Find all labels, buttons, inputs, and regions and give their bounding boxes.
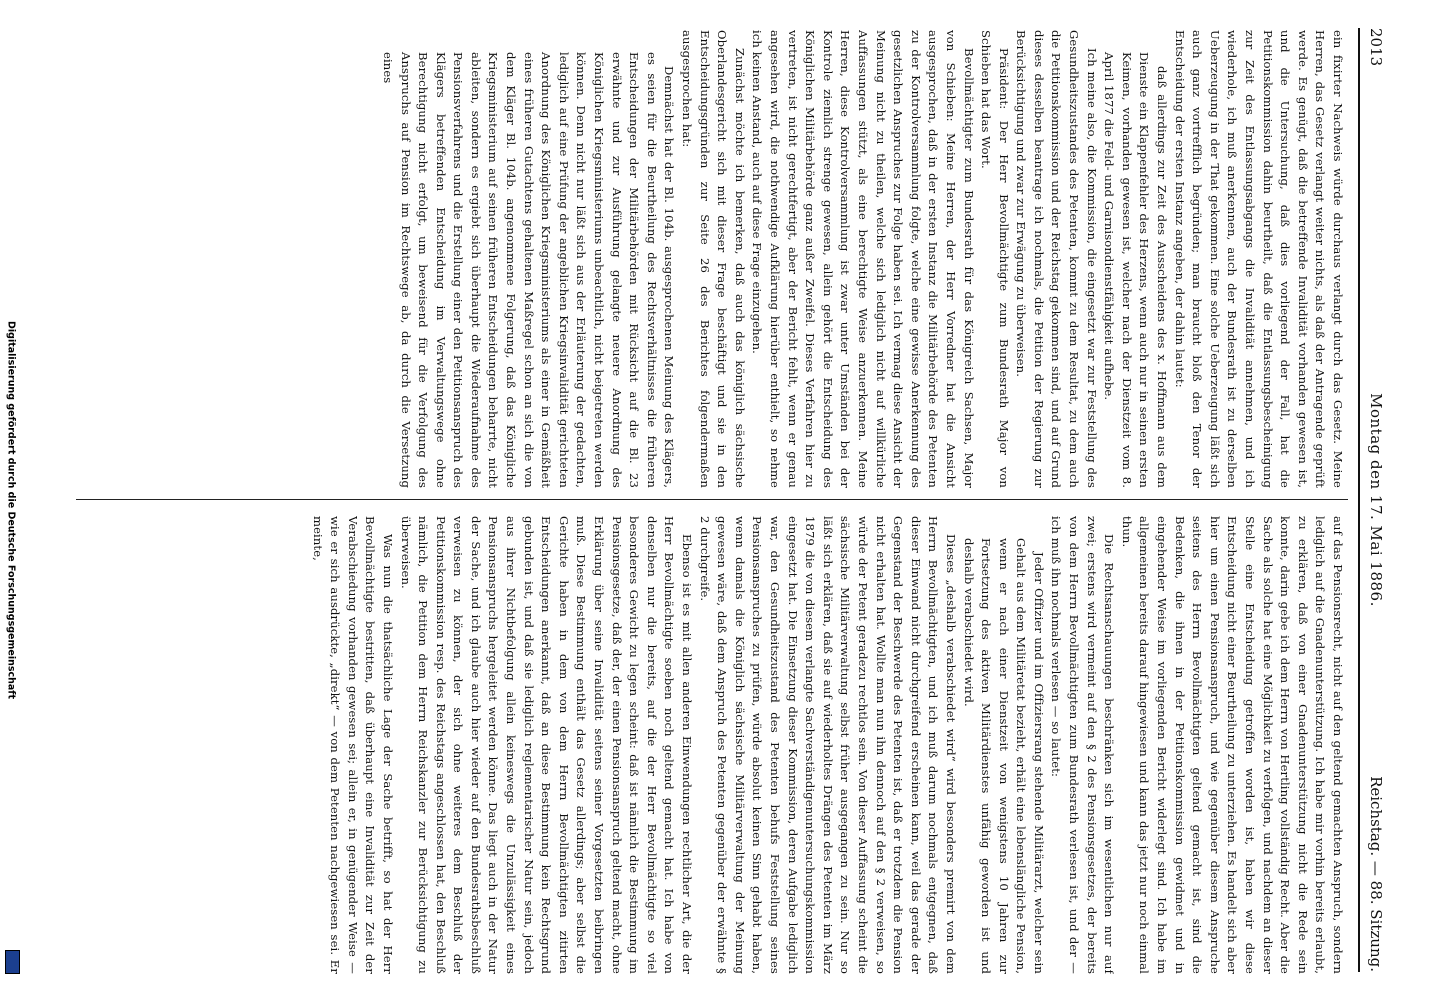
paragraph: ein fixirter Nachweis würde durchaus verlangt durch das Gesetz. Meine Herren, das Gesetz verlangt weiter nichts, als daß der Antragende geprüft werde. Es genügt, daß die betreffende Invalidität vorhanden gewesen ist, und die Untersuchung, daß dies vorliegend der Fall, hat die Petitionskommission dahin beurtheilt, daß die Entlassungsbescheinigung zur Zeit des Entlassungsabgangs die Invalidität annehmen, und ich wiederhole, ich muß anerkennen, auch der Bundesrath ist zu derselben Ueberzeugung in der That gekommen. Eine solche Ueberzeugung läßt sich auch ganz vortrefflich begründen; man braucht bloß den Tenor der Entscheidung der ersten Instanz angeben, der dahin lautet: [1172,30,1345,488]
paragraph: Die Rechtsanschauungen beschränken sich im wesentlichen nur auf zwei; erstens wird vermeint auf den § 2 des Pensionsgesetzes, der bereits von dem Herrn Bevollmächtigten zum Bundesrath verlesen ist, und der — ich muß ihn nochmals verlesen — so lautet: [1049,516,1117,974]
page-header [1364,28,1388,972]
paragraph: Dieses „deshalb verabschiedet wird“ wird besonders premirt von dem Herrn Bevollmächtigten, und ich muß darum nochmals entgegnen, daß dieser Einwand nicht durchgreifend erscheinen kann, weil das gerade der Gegenstand der Beschwerde des Petenten ist, daß er trotzdem die Pension nicht erhalten hat. Wollte man nun ihn dennoch auf den § 2 verweisen, so würde der Petent geradezu rechtlos sein. Von dieser Auffassung scheint die sächsische Militärverwaltung selbst früher ausgegangen zu sein. Nur so läßt sich erklären, daß sie auf wiederholtes Drängen des Petenten im März 1879 die von diesem verlangte Sachverständigenuntersuchungskommission eingesetzt hat. Die Einsetzung dieser Kommission, deren Aufgabe lediglich war, den Gesundheitszustand des Petenten behufs Feststellung seines Pensionsanspruches zu prüfen, würde absolut keinen Sinn gehabt haben, wenn damals die Königlich sächsische Militärverwaltung der Meinung gewesen wäre, daß dem Anspruch des Petenten gegenüber der erwähnte § 2 durchgreife. [697,516,958,974]
text-column-right [76,516,1346,974]
header-rule [1358,28,1360,972]
quoted-paragraph: daß allerdings zur Zeit des Ausscheidens des x. Hoffmann aus dem Dienste ein Klappenfehler des Herzens, wenn auch nur in seinen ersten Keimen, vorhanden gewesen ist, welcher nach der Dienstzeit vom 8. April 1877 die Feld- und Garnisondienstfähigkeit aufhebe. [1102,52,1170,488]
funding-credit [2,20,20,980]
quoted-paragraph: Jeder Offizier und im Offiziersrang stehende Militärarzt, welcher sein Gehalt aus dem Militäretat bezieht, erhält eine lebenslängliche Pension, wenn er nach einer Dienstzeit von wenigstens 10 Jahren zur Fortsetzung des aktiven Militärdienstes unfähig geworden ist und deshalb verabschiedet wird. [961,538,1046,974]
quoted-paragraph: Demnächst hat der Bl. 104b. ausgesprochenen Meinung des Klägers, es seien für die Beurtheilung des Rechtsverhältnisses die früheren Entscheidungen der Militärbehörden mit Rücksicht auf die Bl. 23 erwähnte und zur Ausführung gelangte neuere Anordnung des Königlichen Kriegsministeriums unbeachtlich, nicht beigetreten werden können. Denn nicht nur läßt sich aus der Erläuterung der gedachten, lediglich auf eine Prüfung der angeblichen Kriegsinvalidität gerichteten Anordnung des Königlichen Kriegsministeriums als einer in Gemäßheit eines früheren Gutachtens gehaltenen Maßregel schon an sich die von dem Kläger Bl. 104b. angenommene Folgerung, daß das Königliche Kriegsministerium auf seinen früheren Entscheidungen beharrte, nicht ableiten, sondern es ergiebt sich überhaupt die Wiederaufnahme des Pensionsverfahrens und die Erstellung einer den Petitionsanspruch des Klägers betreffenden Entscheidung im Verwaltungswege ohne Berechtigung nicht erfolgt, um beweisend für die Verfolgung des Anspruchs auf Pension im Rechtswege ab, da durch die Versetzung eines [380,52,677,488]
paragraph: Bevollmächtigter zum Bundesrath für das Königreich Sachsen, Major von Schieben: Meine Herren, der Herr Vorredner hat die Ansicht ausgesprochen, daß in der ersten Instanz die Militärbehörde des Petenten zu der Kontrolversammlung folgte, welche eine gewisse Anerkennung des gesetzlichen Anspruches zur Folge haben sei. Ich vermag diese Ansicht der Meinung nicht zu theilen, welche sich lediglich nicht auf willkürliche Auffassungen stützt, als eine berechtigte Weise anzuerkennen. Meine Herren, diese Kontrolversammlung ist zwar unter Umständen bei der Kontrole ziemlich strenge gewesen, allein gehört die Entscheidung des Königlichen Militärbehörde ganz außer Zweifel. Dieses Verfahren hier zu vertreten, ist nicht gerechtfertigt, aber der Bericht fehlt, wenn er genau angesehen wird, die nothwendige Aufklärung hierüber enthielt, so nehme ich keinen Anstand, auch auf diese Frage einzugehen. [750,30,976,488]
rotated-newspaper-page [16,10,1416,990]
page-number: 2013 [1367,28,1385,67]
session-title: Reichstag. — 88. Sitzung. [1367,776,1385,972]
paragraph: Ich meine also, die Kommission, die eingesetzt war zur Feststellung des Gesundheitszustandes des Petenten, kommt zu dem Resultat, zu dem auch die Petitionskommission und der Reichstag gekommen sind, und auf Grund dieses desselben beantrage ich nochmals, die Petition der Regierung zur Berücksichtigung und zwar zur Erwägung zu überweisen. [1014,30,1099,488]
text-column-left [76,30,1346,488]
session-date: Montag den 17. Mai 1886. [1367,393,1385,607]
paragraph: Was nun die thatsächliche Lage der Sache betrifft, so hat der Herr Bevollmächtigte bestritten, daß überhaupt eine Invalidität zur Zeit der Verabschiedung vorhanden gewesen sei; allein er, in genügender Weise — wie er sich ausdrückte, „direkt“ — von dem Petenten nachgewiesen sei. Er meinte, [310,516,395,974]
paragraph: Präsident: Der Herr Bevollmächtigte zum Bundesrath Major von Schieben hat das Wort. [979,30,1011,488]
paragraph: auf das Pensionsrecht, nicht auf den geltend gemachten Anspruch, sondern lediglich auf die Gnadenunterstützung. Ich habe mir vorhin bereits erlaubt, zu erklären, daß von einer Gnadenunterstützung nicht die Rede sein konnte, darin gebe ich dem Herrn von Hertling vollständig Recht. Aber die Sache als solche hat eine Möglichkeit zu verfolgen, und nachdem an dieser Stelle eine Entscheidung getroffen worden ist, haben wir diese Entscheidung nicht einer Beurtheilung zu unterziehen. Es handelt sich aber hier um einen Pensionsanspruch, und wie gegenüber diesem Anspruche seitens des Herrn Bevollmächtigten geltend gemacht ist, sind die Bedenken, die ihnen in der Petitionskommission gewidmet und in eingehender Weise im vorliegenden Bericht widerlegt sind. Ich habe im allgemeinen bereits darauf hingewiesen und kann das jetzt nur noch einmal thun. [1119,516,1345,974]
dfg-logo-icon [5,950,20,974]
credit-text: Digitalisierung gefördert durch die Deutsche Forschungsgemeinschaft [5,321,17,699]
paragraph: Zunächst möchte ich bemerken, daß auch das königlich sächsische Oberlandesgericht sich mit dieser Frage beschäftigt und sie in den Entscheidungsgründen zur Seite 26 des Berichtes folgendermaßen ausgesprochen hat: [680,30,747,488]
column-divider [76,499,1348,500]
paragraph: Ebenso ist es mit allen anderen Einwendungen rechtlicher Art, die der Herr Bevollmächtigte soeben noch geltend gemacht hat. Ich habe von denselben nur die bereits, auf die der Herr Bevollmächtigte so viel besonderes Gewicht zu legen scheint: daß ist nämlich die Bestimmung im Pensionsgesetze, daß der, der einen Pensionsanspruch geltend macht, ohne Erklärung über seine Invalidität seitens seiner Vorgesetzten beibringen muß. Diese Bestimmung enthält das Gesetz allerdings; aber selbst die Gerichte haben in dem von dem Herrn Bevollmächtigten zitirten Entscheidungen anerkannt, daß an diese Bestimmung kein Rechtsgrund gebunden ist, und daß sie lediglich reglementarischer Natur sein, jedoch aus ihrer Nichtbefolgung allein keineswegs die Unzulässigkeit eines Pensionsanspruchs hergeleitet werden könne. Das liegt auch in der Natur der Sache, und ich glaube auch hier wieder auf den Bundesrathsbeschluß verweisen zu können, der sich ohne weiteres dem Beschluß der Petitionskommission resp. des Reichstags angeschlossen hat, den Beschluß nämlich, die Petition dem Herrn Reichskanzler zur Berücksichtigung zu überweisen. [398,516,695,974]
